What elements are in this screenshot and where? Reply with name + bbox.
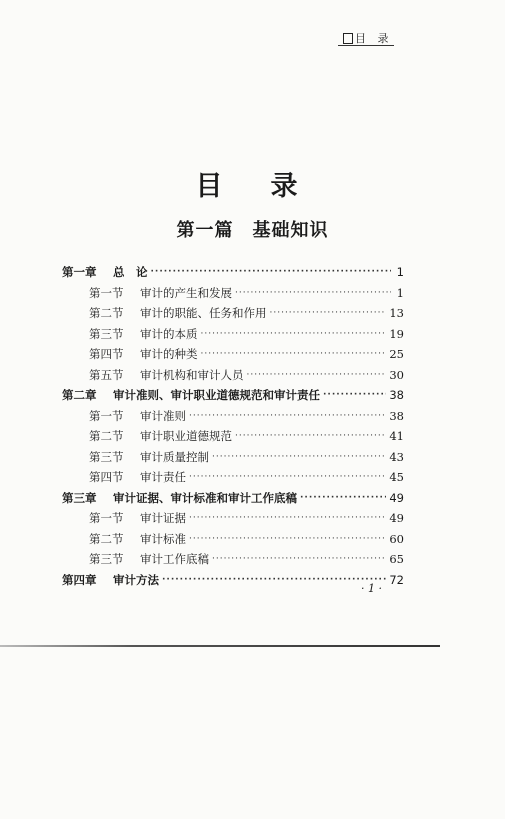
toc-leader-dots xyxy=(235,431,386,441)
toc-chapter-row[interactable] xyxy=(62,488,404,509)
toc-chapter-row[interactable] xyxy=(62,385,404,406)
toc-leader-dots xyxy=(201,349,387,359)
toc-page-number: 38 xyxy=(389,408,404,423)
toc-section-row[interactable] xyxy=(62,283,404,304)
toc-entry-number: 第一节 xyxy=(89,511,124,526)
toc-leader-dots xyxy=(151,267,392,277)
toc-page-number: 19 xyxy=(389,326,404,341)
toc-entry-number: 第三节 xyxy=(89,326,124,341)
toc-section-row[interactable] xyxy=(62,426,404,447)
toc-page-number: 49 xyxy=(389,490,404,505)
toc-entry-number: 第二节 xyxy=(89,429,124,444)
toc-section-row[interactable] xyxy=(62,467,404,488)
toc-page-number: 72 xyxy=(389,572,404,587)
toc-page-number: 1 xyxy=(396,265,404,280)
toc-entry-label: 审计方法 xyxy=(113,572,159,587)
toc-leader-dots xyxy=(270,308,387,318)
toc-leader-dots xyxy=(235,288,391,298)
toc-entry-number: 第二章 xyxy=(62,388,97,403)
toc-page-number: 38 xyxy=(389,388,404,403)
toc-page-number: 65 xyxy=(389,552,404,567)
toc-entry-label: 审计的产生和发展 xyxy=(140,285,232,300)
page-folio: · 1 · xyxy=(361,582,382,595)
toc-entry-number: 第二节 xyxy=(89,531,124,546)
table-of-contents xyxy=(62,262,404,590)
toc-entry-label: 审计机构和审计人员 xyxy=(140,367,244,382)
toc-leader-dots xyxy=(189,513,386,523)
toc-page-number: 13 xyxy=(389,306,404,321)
toc-section-row[interactable] xyxy=(62,406,404,427)
toc-entry-label: 审计职业道德规范 xyxy=(140,429,232,444)
header-box-icon xyxy=(343,33,353,44)
toc-section-row[interactable] xyxy=(62,365,404,386)
toc-entry-label: 审计的种类 xyxy=(140,347,198,362)
page-title: 目录 xyxy=(195,171,346,202)
toc-entry-number: 第四节 xyxy=(89,347,124,362)
toc-entry-number: 第四节 xyxy=(89,470,124,485)
toc-section-row[interactable] xyxy=(62,529,404,550)
toc-entry-label: 审计准则、审计职业道德规范和审计责任 xyxy=(113,388,320,403)
toc-leader-dots xyxy=(247,370,387,380)
toc-leader-dots xyxy=(212,452,386,462)
toc-entry-label: 审计证据、审计标准和审计工作底稿 xyxy=(113,490,297,505)
toc-entry-label: 审计责任 xyxy=(140,470,186,485)
toc-entry-label: 审计的本质 xyxy=(140,326,198,341)
toc-entry-number: 第一节 xyxy=(89,408,124,423)
running-header-text: 目 录 xyxy=(355,32,393,45)
toc-leader-dots xyxy=(189,472,386,482)
toc-entry-label: 审计证据 xyxy=(140,511,186,526)
toc-entry-number: 第二节 xyxy=(89,306,124,321)
toc-entry-label: 审计准则 xyxy=(140,408,186,423)
toc-leader-dots xyxy=(189,411,386,421)
toc-entry-label: 审计的职能、任务和作用 xyxy=(140,306,267,321)
header-rule xyxy=(338,45,394,46)
toc-page-number: 45 xyxy=(389,470,404,485)
toc-page-number: 1 xyxy=(396,285,404,300)
toc-page-number: 25 xyxy=(389,347,404,362)
toc-page-number: 49 xyxy=(389,511,404,526)
toc-leader-dots xyxy=(189,534,386,544)
toc-page-number: 41 xyxy=(389,429,404,444)
toc-entry-number: 第三章 xyxy=(62,490,97,505)
running-header xyxy=(343,30,393,46)
toc-page-number: 30 xyxy=(389,367,404,382)
toc-section-row[interactable] xyxy=(62,303,404,324)
bottom-rule xyxy=(0,645,440,647)
toc-section-row[interactable] xyxy=(62,447,404,468)
toc-page-number: 43 xyxy=(389,449,404,464)
part-title: 第一篇 基础知识 xyxy=(176,220,329,241)
toc-leader-dots xyxy=(212,554,386,564)
toc-leader-dots xyxy=(323,390,386,400)
toc-entry-number: 第四章 xyxy=(62,572,97,587)
toc-section-row[interactable] xyxy=(62,324,404,345)
toc-chapter-row[interactable] xyxy=(62,262,404,283)
toc-chapter-row[interactable] xyxy=(62,570,404,591)
toc-section-row[interactable] xyxy=(62,344,404,365)
toc-page-number: 60 xyxy=(389,531,404,546)
toc-entry-label: 审计标准 xyxy=(140,531,186,546)
toc-entry-label: 审计工作底稿 xyxy=(140,552,209,567)
toc-leader-dots xyxy=(300,493,386,503)
toc-entry-number: 第三节 xyxy=(89,552,124,567)
toc-leader-dots xyxy=(201,329,387,339)
toc-entry-number: 第一节 xyxy=(89,285,124,300)
toc-entry-label: 审计质量控制 xyxy=(140,449,209,464)
toc-entry-number: 第五节 xyxy=(89,367,124,382)
toc-section-row[interactable] xyxy=(62,549,404,570)
toc-leader-dots xyxy=(162,575,386,585)
toc-section-row[interactable] xyxy=(62,508,404,529)
toc-entry-number: 第一章 xyxy=(62,265,97,280)
toc-entry-label: 总 论 xyxy=(113,265,148,280)
toc-entry-number: 第三节 xyxy=(89,449,124,464)
